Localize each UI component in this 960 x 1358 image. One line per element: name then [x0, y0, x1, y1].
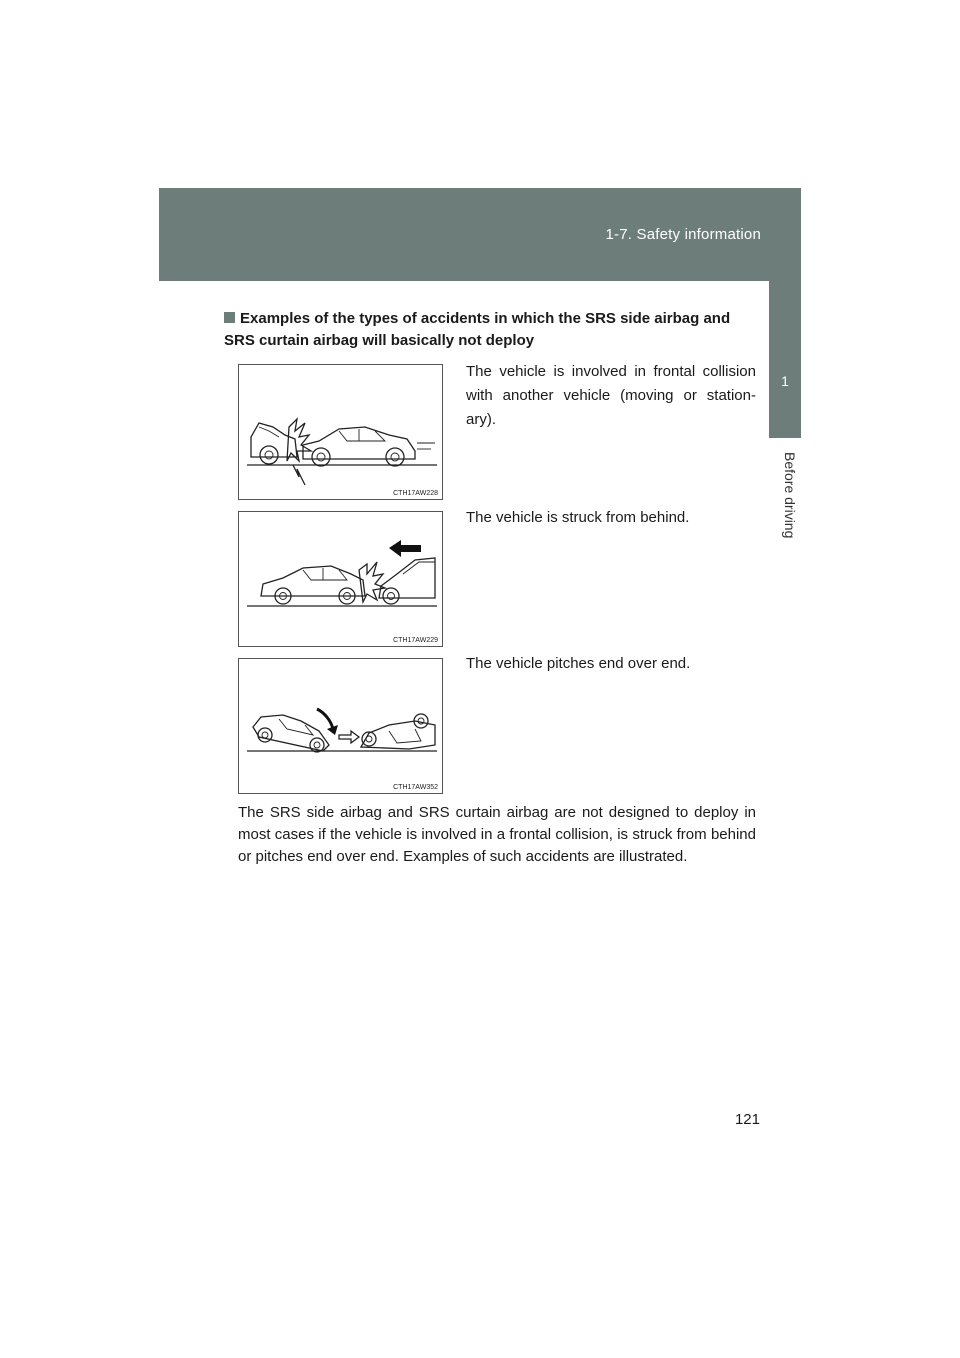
- section-heading: [224, 308, 756, 352]
- section-title: 1-7. Safety information: [605, 226, 761, 243]
- frontal-collision-illustration: [239, 365, 442, 499]
- chapter-tab: [769, 281, 801, 438]
- figure-code: CTH17AW352: [393, 784, 438, 791]
- page-number: 121: [734, 1111, 760, 1128]
- figure-frontal-collision: [238, 364, 443, 500]
- summary-paragraph: The SRS side airbag and SRS curtain airbag are not designed to deploy in most cases if the vehicle is involved in a frontal collision, is struck from behind or pitches end over end. Examples of such accidents are illustrated.: [238, 804, 756, 865]
- square-bullet-icon: [224, 312, 235, 323]
- figure-rear-impact: [238, 511, 443, 647]
- figure-code: CTH17AW228: [393, 490, 438, 497]
- heading-text: Examples of the types of accidents in which the SRS side airbag and SRS curtain airbag will basically not deploy: [224, 310, 731, 349]
- figure-caption: The vehicle pitches end over end.: [466, 655, 691, 672]
- figure-caption: The vehicle is involved in frontal collision with another vehicle (moving or station-ary).: [466, 363, 756, 428]
- figure-code: CTH17AW229: [393, 637, 438, 644]
- rear-impact-illustration: [239, 512, 442, 646]
- pitch-over-illustration: [239, 659, 442, 793]
- figure-caption: The vehicle is struck from behind.: [466, 509, 690, 526]
- chapter-label: Before driving: [782, 452, 798, 539]
- chapter-number: 1: [781, 373, 789, 389]
- figure-pitch-over: [238, 658, 443, 794]
- header-band: [159, 188, 801, 281]
